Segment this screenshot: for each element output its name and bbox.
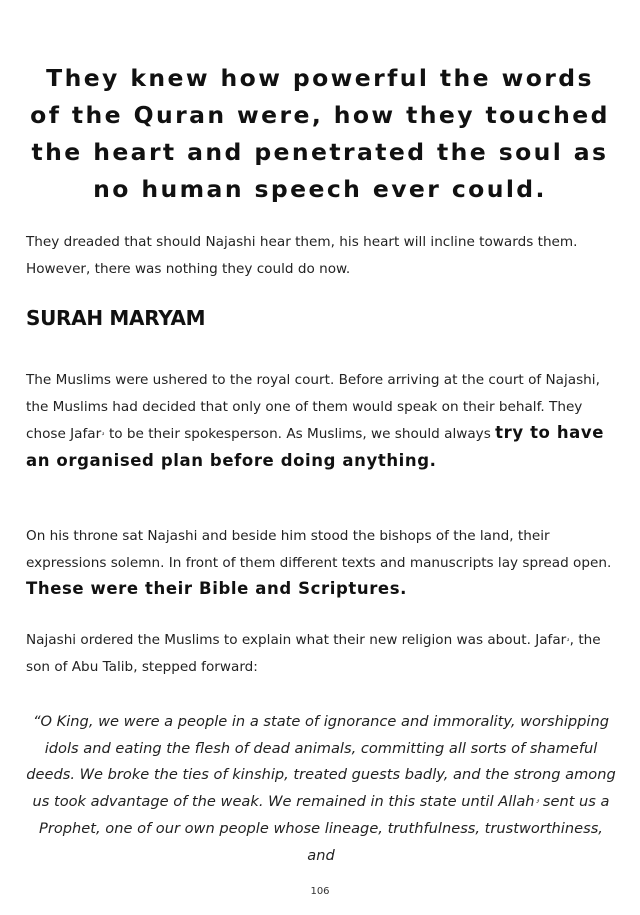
paragraph-throne-emphasis: These were their Bible and Scriptures. xyxy=(26,579,408,598)
section-heading: SURAH MARYAM xyxy=(26,306,206,330)
paragraph-najashi-orders: Najashi ordered the Muslims to explain what their new religion was about. Jafarۥ, the son of Abu Talib, stepped forward: xyxy=(26,632,601,675)
paragraph-royal-court-text: The Muslims were ushered to the royal court. Before arriving at the court of Najashi, the Muslims had decided that only one of them would speak on their behalf. They chose Jafarۥ to be their spokesperson. As Muslims, we should always xyxy=(26,372,600,442)
paragraph-royal-court xyxy=(26,367,616,475)
paragraph-throne-text: On his throne sat Najashi and beside him stood the bishops of the land, their expressions solemn. In front of them different texts and manuscripts lay spread open. xyxy=(26,528,612,571)
page-number: 106 xyxy=(310,886,330,897)
paragraph-throne xyxy=(26,523,616,604)
jafar-speech-quote: “O King, we were a people in a state of ignorance and immorality, worshipping idols and eating the flesh of dead animals, committing all sorts of shameful deeds. We broke the ties of kinship, treated guests badly, and the strong among us took advantage of the weak. We remained in this state until Allahۥ sent us a Prophet, one of our own people whose lineage, truthfulness, trustworthiness, and xyxy=(26,713,616,864)
paragraph-royal-court-emphasis: try to have an organised plan before doing anything. xyxy=(26,423,605,470)
pull-quote: They knew how powerful the words of the Quran were, how they touched the heart and penetrated the soul as no human speech ever could. xyxy=(30,64,610,203)
paragraph-dread: They dreaded that should Najashi hear them, his heart will incline towards them. However, there was nothing they could do now. xyxy=(26,234,578,277)
